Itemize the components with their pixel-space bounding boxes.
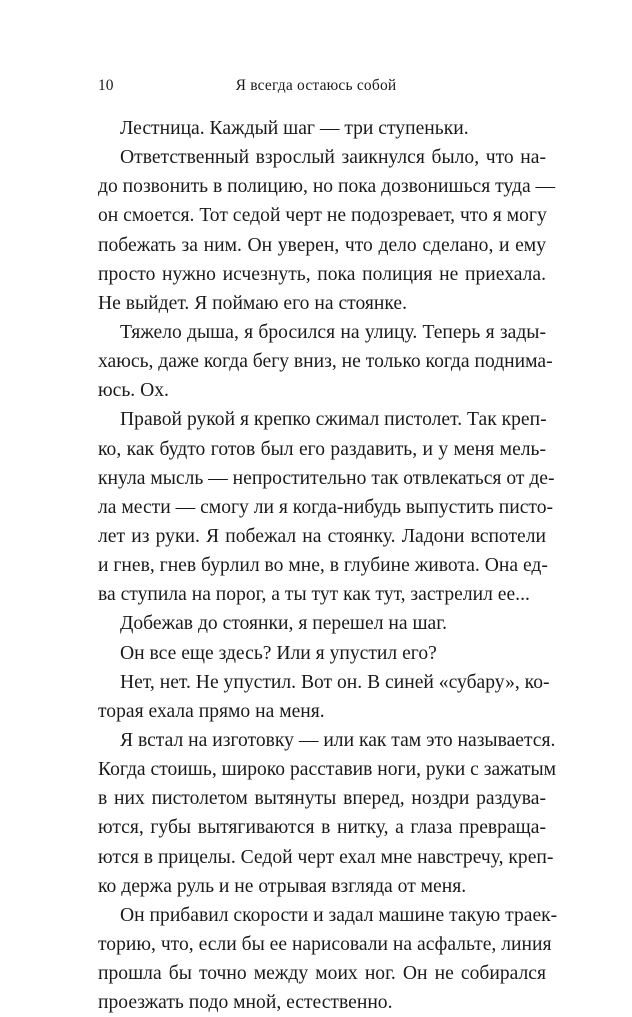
page-number: 10 <box>98 77 114 94</box>
text-line: торию, что, если бы ее нарисовали на асфальте, линия <box>98 933 552 955</box>
text-line: торая ехала прямо на меня. <box>98 700 325 722</box>
text-line: Он все еще здесь? Или я упустил его? <box>120 642 437 664</box>
running-title: Я всегда остаюсь собой <box>235 77 397 94</box>
text-line: проезжать подо мной, естественно. <box>98 992 393 1014</box>
body-text <box>98 114 558 1017</box>
text-line: ются, губы вытягиваются в нитку, а глаза превраща- <box>98 817 546 839</box>
text-line: кнула мысль — непростительно так отвлекаться от де- <box>98 467 555 489</box>
text-line: Тяжело дыша, я бросился на улицу. Теперь я зады- <box>120 321 546 343</box>
text-line: ко держа руль и не отрывая взгляда от меня. <box>98 875 467 897</box>
text-line: Лестница. Каждый шаг — три ступеньки. <box>120 118 469 139</box>
text-line: Когда стоишь, широко расставив ноги, руки с зажатым <box>98 759 557 781</box>
text-line: юсь. Ох. <box>98 380 169 402</box>
text-line: Добежав до стоянки, я перешел на шаг. <box>120 613 447 635</box>
text-line: он смоется. Тот седой черт не подозревает, что я могу <box>98 205 547 227</box>
text-line: до позвонить в полицию, но пока дозвонишься туда — <box>98 176 556 198</box>
text-line: прошла бы точно между моих ног. Он не собирался <box>98 963 546 985</box>
text-line: побежать за ним. Он уверен, что дело сделано, и ему <box>98 234 546 256</box>
text-line: ются в прицелы. Седой черт ехал мне навстречу, креп- <box>98 846 554 868</box>
text-line: Он прибавил скорости и задал машине такую траек- <box>120 904 558 926</box>
text-line: ко, как будто готов был его раздавить, и у меня мель- <box>98 438 546 460</box>
text-line: ва ступила на порог, а ты тут как тут, застрелил ее... <box>98 584 530 606</box>
text-line: Я встал на изготовку — или как там это называется. <box>120 729 556 751</box>
text-line: и гнев, гнев бурлил во мне, в глубине живота. Она ед- <box>98 555 548 577</box>
text-line: Правой рукой я крепко сжимал пистолет. Так креп- <box>120 409 547 431</box>
text-line: ла мести — смогу ли я когда-нибудь выпустить писто- <box>98 496 554 518</box>
text-line: Не выйдет. Я поймаю его на стоянке. <box>98 292 408 314</box>
text-line: Нет, нет. Не упустил. Вот он. В синей «субару», ко- <box>120 671 550 693</box>
text-line: просто нужно исчезнуть, пока полиция не приехала. <box>98 263 546 285</box>
text-line: Ответственный взрослый заикнулся было, что на- <box>120 147 546 169</box>
text-line: хаюсь, даже когда бегу вниз, не только когда поднима- <box>98 351 553 373</box>
page-header <box>98 77 534 101</box>
text-line: в них пистолетом вытянуты вперед, ноздри раздува- <box>98 788 546 810</box>
text-line: лет из руки. Я побежал на стоянку. Ладони вспотели <box>98 525 546 547</box>
